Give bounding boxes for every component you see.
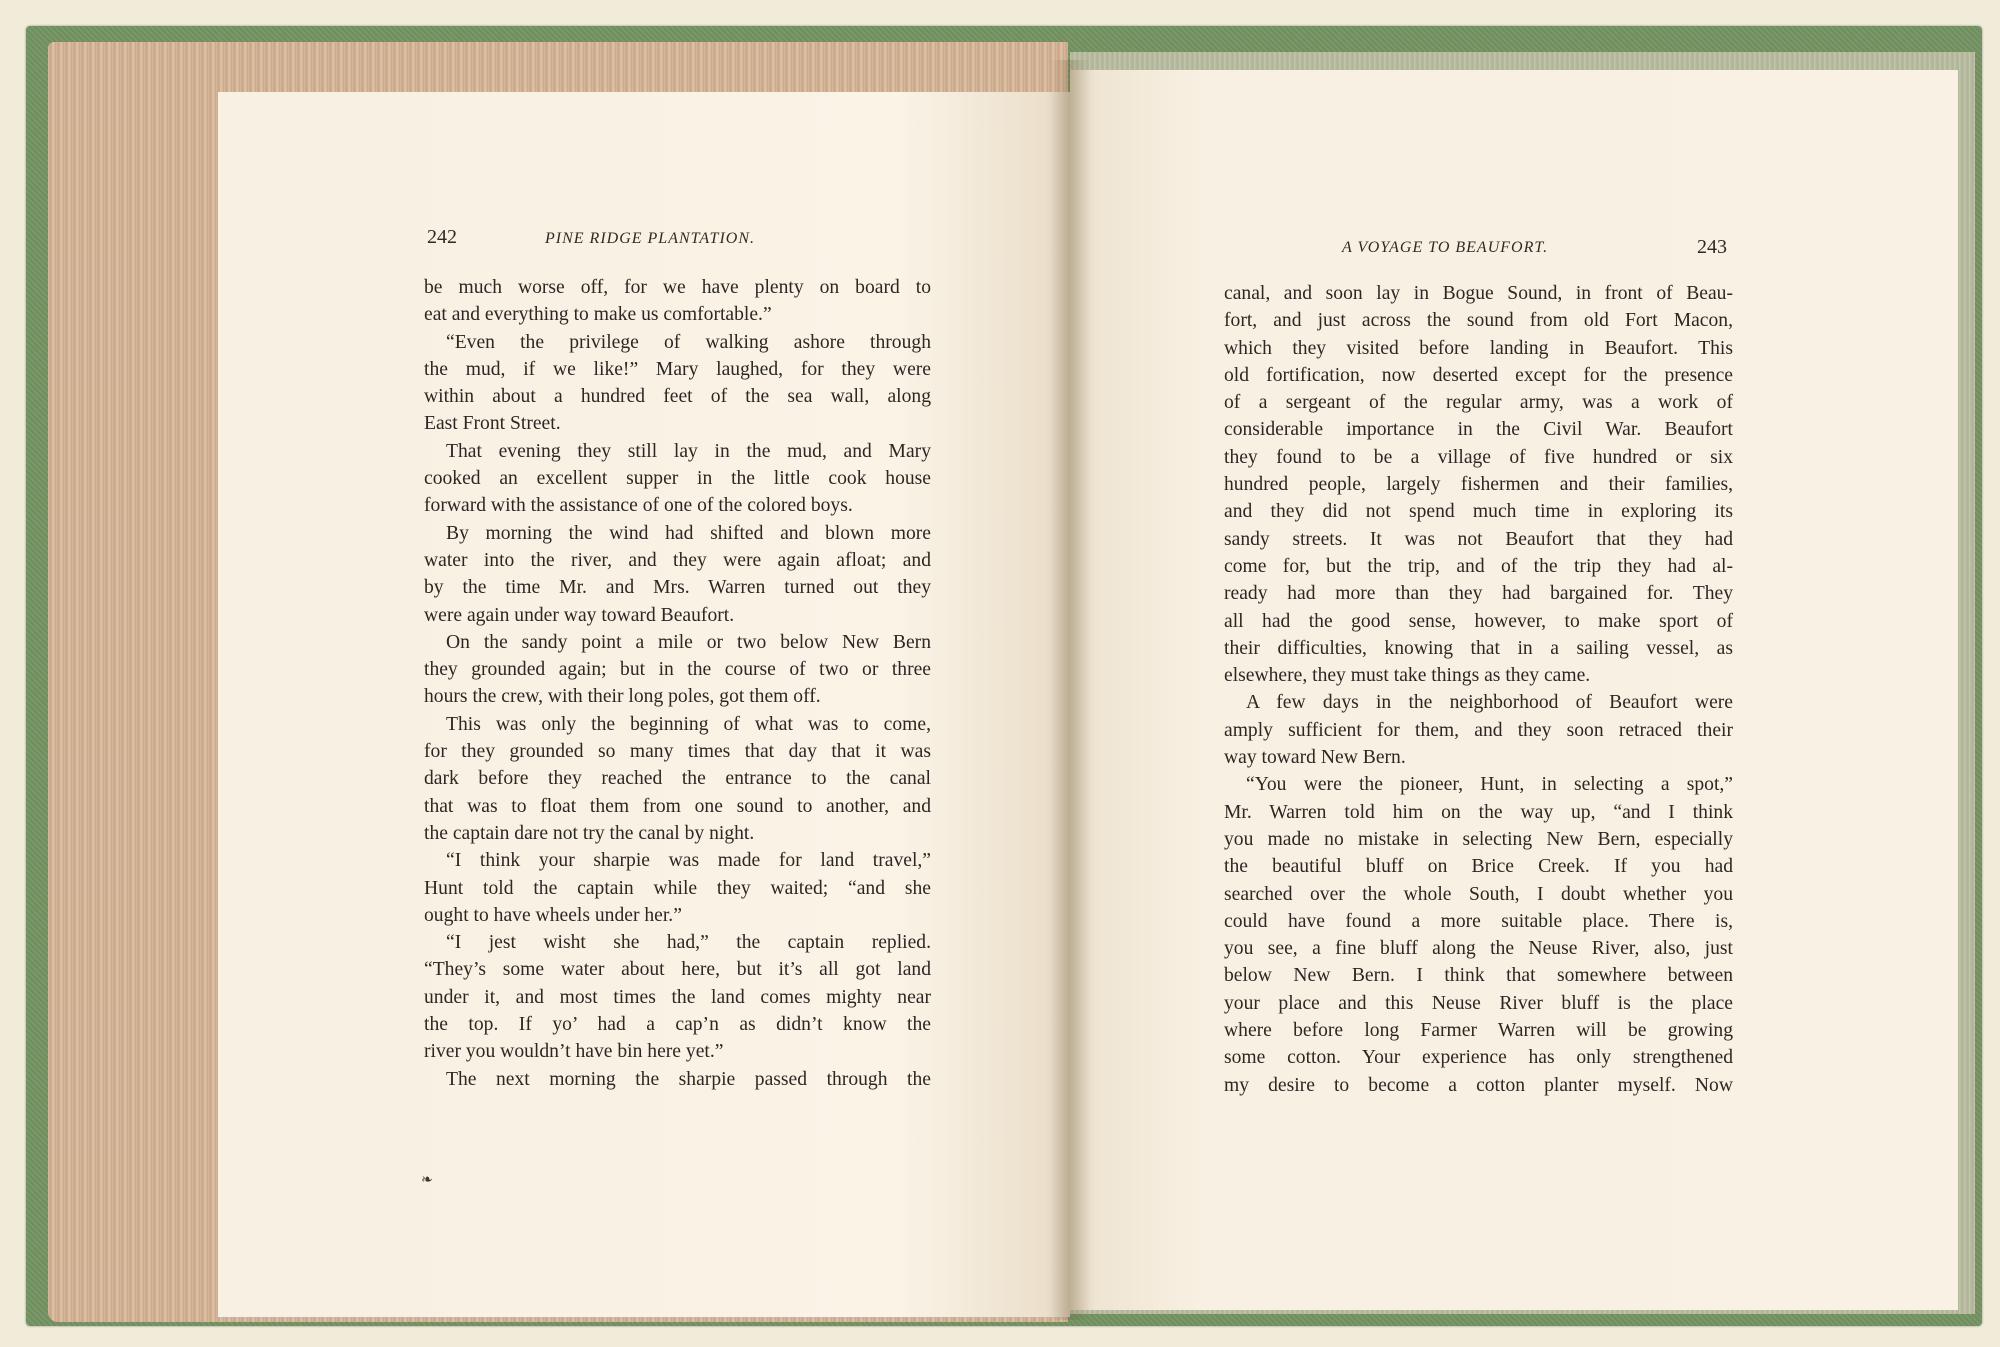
ink-speck: ❧ <box>421 1172 433 1188</box>
text-line: they grounded again; but in the course of two or three <box>424 659 931 681</box>
text-line: the mud, if we like!” Mary laughed, for they were <box>424 358 931 380</box>
text-line: canal, and soon lay in Bogue Sound, in front of Beau- <box>1224 283 1733 304</box>
text-line: “Even the privilege of walking ashore through <box>446 331 931 353</box>
text-line: “They’s some water about here, but it’s all got land <box>424 959 931 981</box>
text-line: forward with the assistance of one of the colored boys. <box>424 495 853 517</box>
text-line: they found to be a village of five hundred or six <box>1224 446 1733 468</box>
text-line: searched over the whole South, I doubt whether you <box>1224 883 1733 905</box>
text-line: This was only the beginning of what was to come, <box>446 713 931 735</box>
text-line: hours the crew, with their long poles, got them off. <box>424 686 821 708</box>
text-line: you see, a fine bluff along the Neuse River, also, just <box>1224 938 1733 960</box>
text-line: considerable importance in the Civil War. Beaufort <box>1224 419 1733 441</box>
text-line: some cotton. Your experience has only strengthened <box>1224 1047 1733 1069</box>
text-line: “I think your sharpie was made for land travel,” <box>446 850 931 872</box>
text-line: be much worse off, for we have plenty on board to <box>424 277 931 298</box>
text-line: were again under way toward Beaufort. <box>424 604 735 626</box>
text-line: by the time Mr. and Mrs. Warren turned out they <box>424 577 931 599</box>
right-page-body <box>1224 280 1733 1099</box>
text-line: A few days in the neighborhood of Beaufort were <box>1246 692 1733 714</box>
text-line: the beautiful bluff on Brice Creek. If you had <box>1224 856 1733 878</box>
text-line: their difficulties, knowing that in a sailing vessel, as <box>1224 637 1733 659</box>
text-line: below New Bern. I think that somewhere between <box>1224 965 1733 987</box>
text-line: the top. If yo’ had a cap’n as didn’t know the <box>424 1014 931 1036</box>
left-page-number: 242 <box>427 226 457 248</box>
text-line: all had the good sense, however, to make sport of <box>1224 610 1733 632</box>
right-page-number: 243 <box>1697 236 1727 258</box>
text-line: elsewhere, they must take things as they came. <box>1224 665 1591 687</box>
text-line: under it, and most times the land comes mighty near <box>424 986 931 1008</box>
text-line: which they visited before landing in Beaufort. This <box>1224 337 1733 359</box>
left-running-title: PINE RIDGE PLANTATION. <box>545 230 755 247</box>
text-line: within about a hundred feet of the sea wall, along <box>424 386 931 408</box>
text-line: ought to have wheels under her.” <box>424 904 682 926</box>
text-line: On the sandy point a mile or two below New Bern <box>446 631 931 653</box>
text-line: you made no mistake in selecting New Bern, especially <box>1224 828 1733 850</box>
right-running-title: A VOYAGE TO BEAUFORT. <box>1342 239 1549 256</box>
text-line: for they grounded so many times that day that it was <box>424 741 931 763</box>
text-line: come for, but the trip, and of the trip they had al- <box>1224 555 1733 577</box>
text-line: Hunt told the captain while they waited; “and she <box>424 877 931 899</box>
text-line: East Front Street. <box>424 413 561 435</box>
text-line: eat and everything to make us comfortable.” <box>424 304 772 326</box>
text-line: of a sergeant of the regular army, was a work of <box>1224 392 1733 414</box>
text-line: The next morning the sharpie passed through the <box>446 1068 931 1090</box>
text-line: By morning the wind had shifted and blown more <box>446 522 931 544</box>
text-line: river you wouldn’t have bin here yet.” <box>424 1041 724 1063</box>
text-line: my desire to become a cotton planter myself. Now <box>1224 1074 1733 1096</box>
text-line: dark before they reached the entrance to the canal <box>424 768 931 790</box>
text-line: where before long Farmer Warren will be growing <box>1224 1020 1733 1042</box>
text-line: the captain dare not try the canal by night. <box>424 822 755 844</box>
text-line: ready had more than they had bargained for. They <box>1224 583 1733 605</box>
text-line: “I jest wisht she had,” the captain replied. <box>446 932 931 954</box>
text-line: that was to float them from one sound to another, and <box>424 795 931 817</box>
text-line: fort, and just across the sound from old Fort Macon, <box>1224 310 1733 332</box>
text-line: amply sufficient for them, and they soon retraced their <box>1224 719 1733 741</box>
text-line: and they did not spend much time in exploring its <box>1224 501 1733 523</box>
text-line: cooked an excellent supper in the little cook house <box>424 468 931 490</box>
text-line: your place and this Neuse River bluff is the place <box>1224 992 1733 1014</box>
spine-fold <box>1050 60 1090 1320</box>
text-line: old fortification, now deserted except for the presence <box>1224 364 1733 386</box>
text-line: way toward New Bern. <box>1224 747 1406 769</box>
text-line: sandy streets. It was not Beaufort that they had <box>1224 528 1733 550</box>
text-line: hundred people, largely fishermen and their families, <box>1224 474 1733 496</box>
text-line: water into the river, and they were again afloat; and <box>424 549 931 571</box>
text-line: “You were the pioneer, Hunt, in selecting a spot,” <box>1246 774 1733 796</box>
left-page-body <box>424 274 931 1093</box>
text-line: could have found a more suitable place. There is, <box>1224 910 1733 932</box>
text-line: Mr. Warren told him on the way up, “and I think <box>1224 801 1733 823</box>
text-line: That evening they still lay in the mud, and Mary <box>446 440 931 462</box>
